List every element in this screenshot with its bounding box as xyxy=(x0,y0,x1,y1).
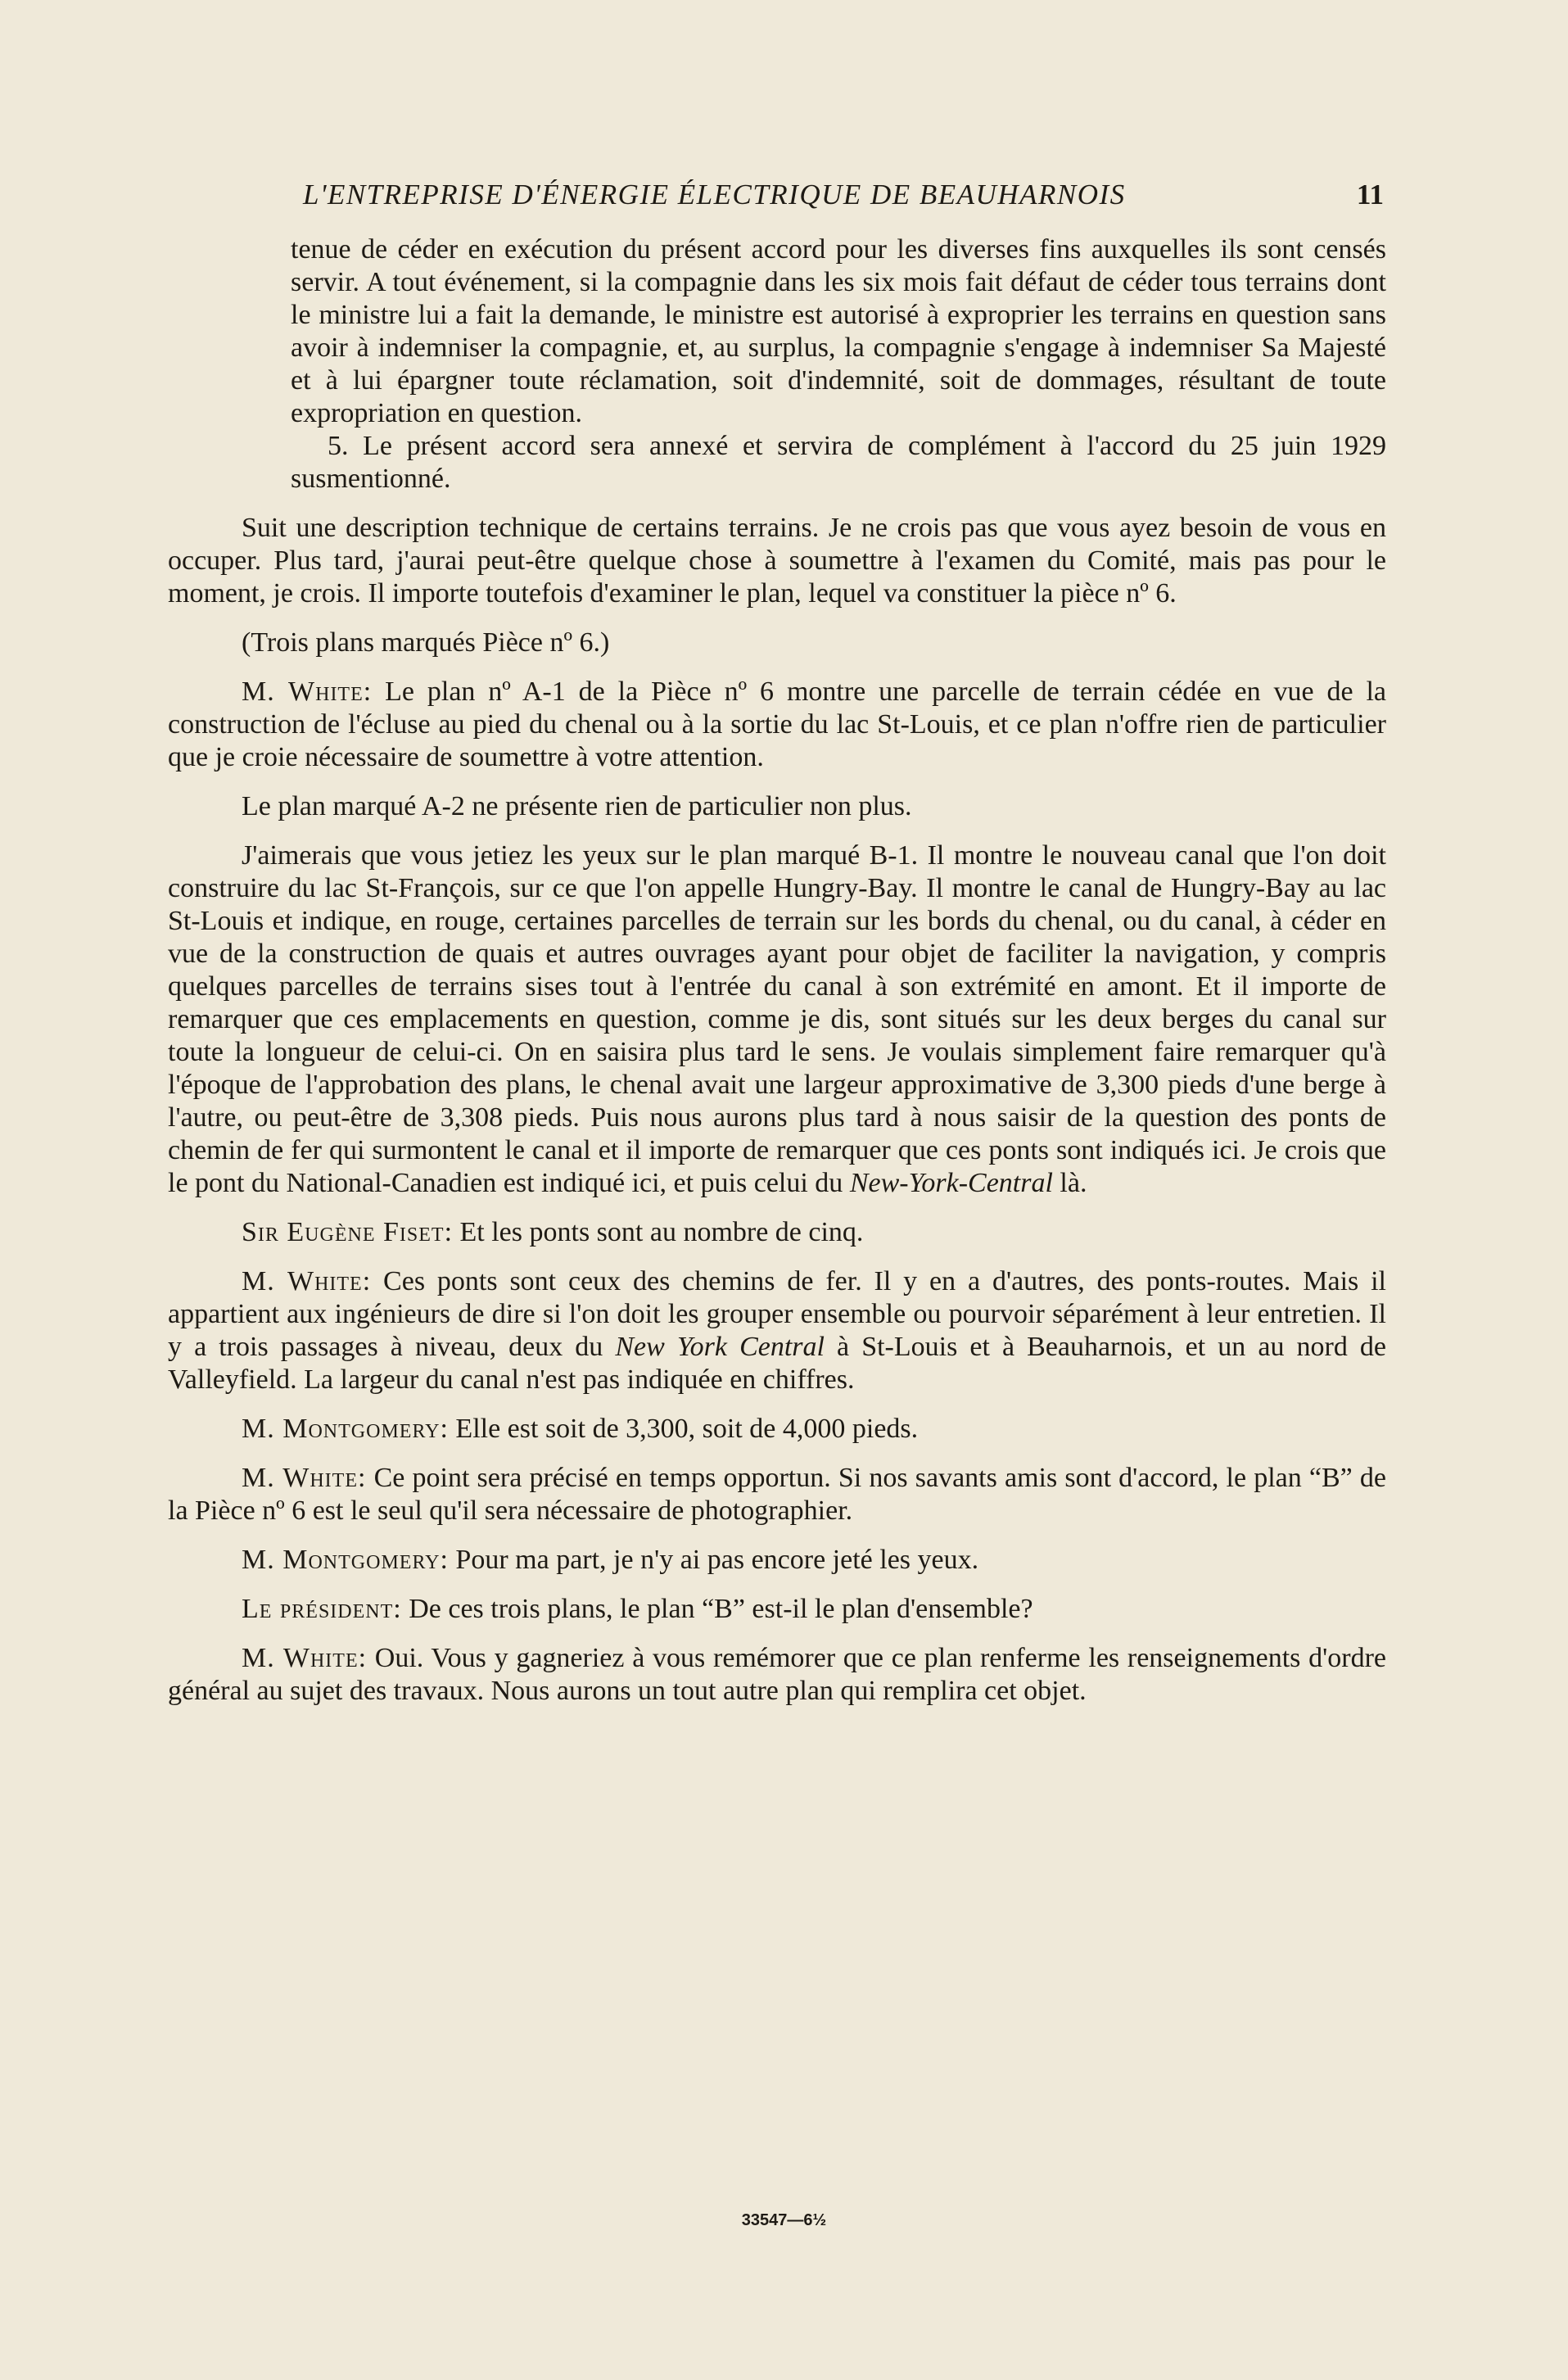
page-header xyxy=(303,179,1384,219)
paragraph-white-1 xyxy=(168,676,1386,774)
body-text xyxy=(168,233,1386,1724)
paragraph-president xyxy=(168,1593,1386,1626)
quoted-clause-5: 5. Le présent accord sera annexé et servira de complément à l'accord du 25 juin 1929 susmentionné. xyxy=(291,431,1386,494)
paragraph-plan-b1 xyxy=(168,839,1386,1200)
speech-text: Ce point sera précisé en temps opportun. Si nos savants amis sont d'accord, le plan “B” de la Pièce nº 6 est le seul qu'il sera nécessaire de photographier. xyxy=(168,1463,1387,1526)
speaker-name: M. White: xyxy=(242,1463,367,1493)
speech-text: Le plan nº A-1 de la Pièce nº 6 montre une parcelle de terrain cédée en vue de la construction de l'écluse au pied du chenal ou à la sortie du lac St-Louis, et ce plan n'offre rien de particulier que je croie nécessaire de soumettre à votre attention. xyxy=(168,676,1386,772)
speaker-name: Sir Eugène Fiset: xyxy=(242,1217,454,1247)
speaker-name: M. White: xyxy=(242,1643,368,1673)
paragraph-montgomery-1 xyxy=(168,1413,1386,1446)
paragraph-plan-a2: Le plan marqué A-2 ne présente rien de particulier non plus. xyxy=(242,791,912,821)
speaker-name: M. White: xyxy=(242,1266,372,1296)
page-number: 11 xyxy=(1356,179,1384,210)
paragraph-white-4 xyxy=(168,1642,1386,1708)
paragraph-white-3 xyxy=(168,1462,1386,1527)
speaker-name: M. Montgomery: xyxy=(242,1414,449,1444)
paragraph-exhibit-note: (Trois plans marqués Pièce nº 6.) xyxy=(242,627,610,658)
paragraph-fiset xyxy=(168,1216,1386,1249)
speech-text: Oui. Vous y gagneriez à vous remémorer que ce plan renferme les renseignements d'ordre général au sujet des travaux. Nous aurons un tout autre plan qui remplira cet objet. xyxy=(168,1643,1386,1706)
paragraph-white-2 xyxy=(168,1265,1386,1396)
quoted-clause-continuation: tenue de céder en exécution du présent accord pour les diverses fins auxquelles ils sont censés servir. A tout événement, si la compagnie dans les six mois fait défaut de céder tous terrains dont le ministre lui a fait la demande, le ministre est autorisé à exproprier les terrains en question sans avoir à indemniser la compagnie, et, au surplus, la compagnie s'engage à indemniser Sa Majesté et à lui épargner toute réclamation, soit d'indemnité, soit de dommages, résultant de toute expropriation en question. xyxy=(291,234,1386,428)
running-title: L'ENTREPRISE D'ÉNERGIE ÉLECTRIQUE DE BEAUHARNOIS xyxy=(303,179,1126,210)
speaker-name: M. White: xyxy=(242,676,373,707)
paragraph-technical-description: Suit une description technique de certains terrains. Je ne crois pas que vous ayez besoin de vous en occuper. Plus tard, j'aurai peut-être quelque chose à soumettre à l'examen du Comité, mais pas pour le moment, je crois. Il importe toutefois d'examiner le plan, lequel va constituer la pièce nº 6. xyxy=(168,513,1386,609)
speaker-name: M. Montgomery: xyxy=(242,1545,449,1575)
speech-text: Et les ponts sont au nombre de cinq. xyxy=(459,1217,864,1247)
speech-text-end: là. xyxy=(1060,1168,1087,1198)
printer-signature-code: 33547—6½ xyxy=(741,2211,827,2229)
speech-text-end: à St-Louis et à Beauharnois, et un au nord de Valleyfield. La largeur du canal n'est pas indiquée en chiffres. xyxy=(168,1332,1386,1395)
speech-text: De ces trois plans, le plan “B” est-il le plan d'ensemble? xyxy=(409,1594,1033,1624)
paragraph-montgomery-2 xyxy=(168,1544,1386,1577)
railway-name: New-York-Central xyxy=(849,1168,1053,1198)
speech-text: Elle est soit de 3,300, soit de 4,000 pieds. xyxy=(455,1414,919,1444)
speech-text: Pour ma part, je n'y ai pas encore jeté les yeux. xyxy=(455,1545,979,1575)
speech-text: Ces ponts sont ceux des chemins de fer. Il y en a d'autres, des ponts-routes. Mais il appartient aux ingénieurs de dire si l'on doit les grouper ensemble ou pourvoir séparément à leur entretien. Il y a trois passages à niveau, deux du xyxy=(168,1266,1387,1362)
speaker-name: Le président: xyxy=(242,1594,402,1624)
railway-name: New York Central xyxy=(615,1332,825,1362)
speech-text: J'aimerais que vous jetiez les yeux sur le plan marqué B-1. Il montre le nouveau canal que l'on doit construire du lac St-François, sur ce que l'on appelle Hungry-Bay. Il montre le canal de Hungry-Bay au lac St-Louis et indique, en rouge, certaines parcelles de terrain sur les bords du chenal, ou du canal, à céder en vue de la construction de quais et autres ouvrages ayant pour objet de faciliter la navigation, y compris quelques parcelles de terrains sises tout à l'entrée du canal à son extrémité en amont. Et il importe de remarquer que ces emplacements en question, comme je dis, sont situés sur les deux berges du canal sur toute la longueur de celui-ci. On en saisira plus tard le sens. Je voulais simplement faire remarquer qu'à l'époque de l'approbation des plans, le chenal avait une largeur approximative de 3,300 pieds d'une berge à l'autre, ou peut-être de 3,308 pieds. Puis nous aurons plus tard à nous saisir de la question des ponts de chemin de fer qui surmontent le canal et il importe de remarquer que ces ponts sont indiqués ici. Je crois que le pont du National-Canadien est indiqué ici, et puis celui du xyxy=(168,840,1386,1198)
